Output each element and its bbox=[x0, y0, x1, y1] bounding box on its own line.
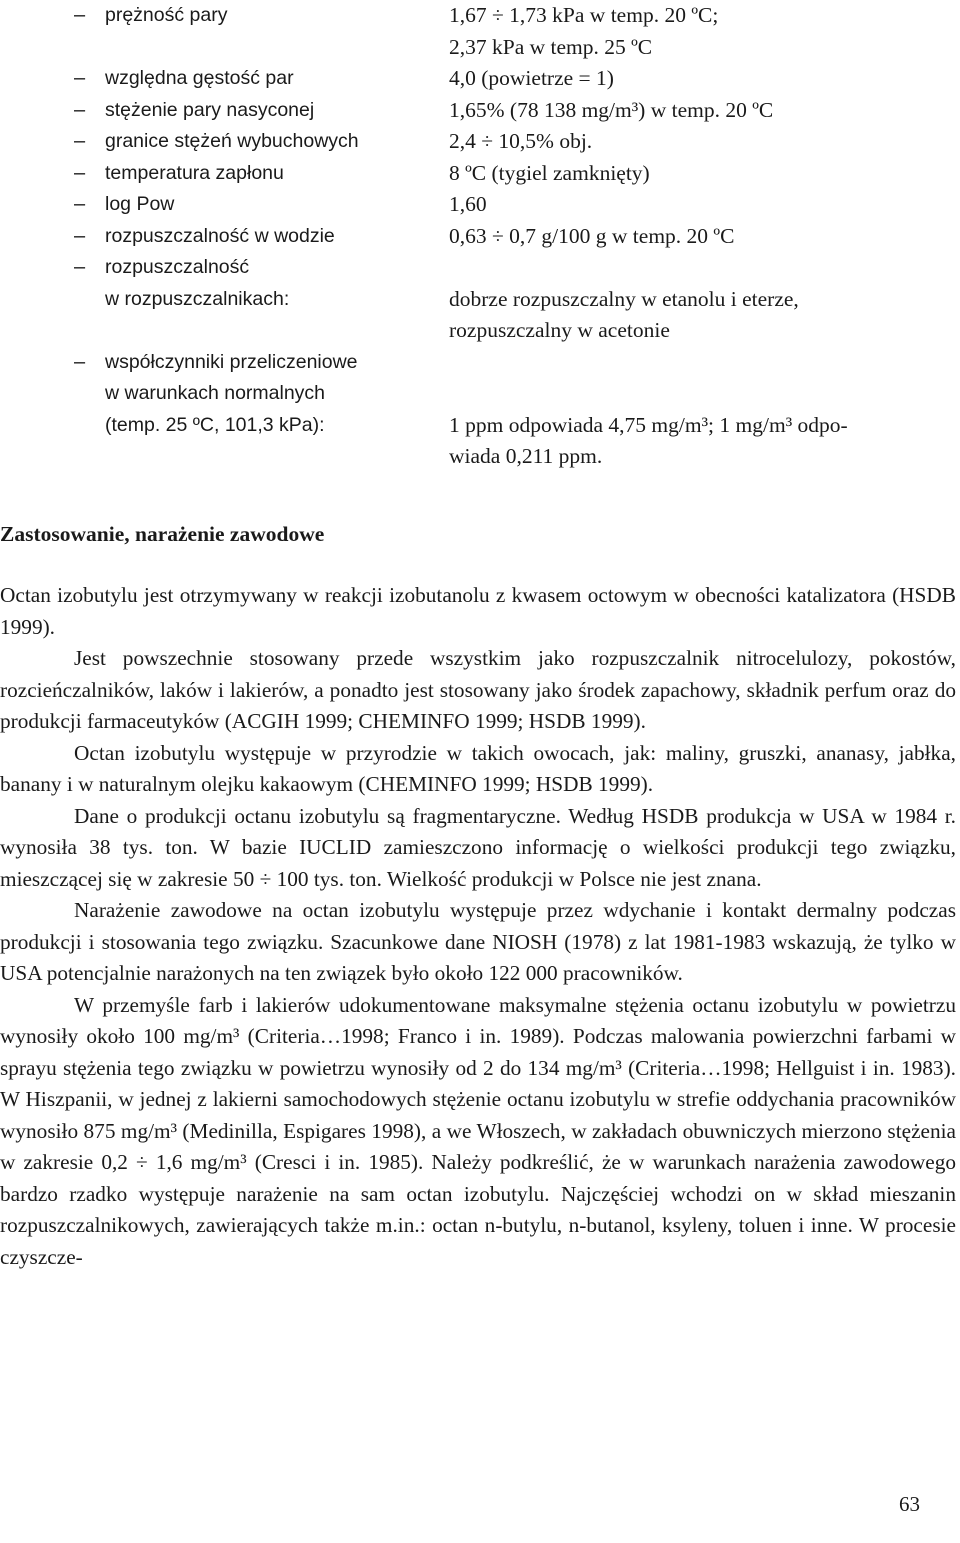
property-row bbox=[0, 189, 960, 221]
property-value-line: 1,60 bbox=[449, 192, 487, 216]
property-value bbox=[449, 221, 949, 253]
property-row bbox=[0, 126, 960, 158]
property-value-line: rozpuszczalny w acetonie bbox=[449, 318, 670, 342]
property-label-line: w warunkach normalnych bbox=[105, 382, 326, 404]
property-row bbox=[0, 347, 960, 473]
property-label-line: granice stężeń wybuchowych bbox=[105, 130, 359, 152]
property-label-line: prężność pary bbox=[105, 4, 228, 26]
property-value bbox=[449, 189, 949, 221]
property-label-line: współczynniki przeliczeniowe bbox=[105, 350, 358, 373]
property-label bbox=[105, 0, 445, 32]
property-label bbox=[105, 126, 445, 158]
list-dash: – bbox=[74, 350, 86, 373]
paragraph: Narażenie zawodowe na octan izobutylu występuje przez wdychanie i kontakt dermalny podczas produkcji i stosowania tego związku. Szacunkowe dane NIOSH (1978) z lat 1981-1983 wskazują, że tylko w USA potencjalnie narażonych na ten związek było około 122 000 pracowników. bbox=[0, 898, 956, 985]
property-value bbox=[449, 284, 949, 347]
list-dash: – bbox=[74, 67, 86, 89]
property-label bbox=[105, 63, 445, 95]
body-text bbox=[0, 580, 956, 1273]
property-row bbox=[0, 221, 960, 253]
property-value bbox=[449, 0, 949, 63]
property-label bbox=[105, 221, 445, 253]
property-label-line: w rozpuszczalnikach: bbox=[105, 287, 290, 310]
property-label bbox=[105, 347, 445, 442]
property-row bbox=[0, 0, 960, 63]
property-row bbox=[0, 95, 960, 127]
page-number: 63 bbox=[899, 1492, 920, 1516]
property-label-line: log Pow bbox=[105, 193, 175, 215]
property-row bbox=[0, 63, 960, 95]
property-value bbox=[449, 126, 949, 158]
property-row bbox=[0, 252, 960, 347]
property-label-line: temperatura zapłonu bbox=[105, 161, 284, 184]
section-title: Zastosowanie, narażenie zawodowe bbox=[0, 522, 325, 546]
list-dash: – bbox=[74, 256, 86, 278]
property-value-line: wiada 0,211 ppm. bbox=[449, 444, 603, 468]
property-value bbox=[449, 63, 949, 95]
paragraph: Dane o produkcji octanu izobutylu są fragmentaryczne. Według HSDB produkcja w USA w 1984 r. wynosiła 38 tys. ton. W bazie IUCLID zamieszczono informację o wielkości produkcji tego związku, mieszczącej się w zakresie 50 ÷ 100 tys. ton. Wielkość produkcji w Polsce nie jest znana. bbox=[0, 803, 956, 891]
paragraph: Jest powszechnie stosowany przede wszystkim jako rozpuszczalnik nitrocelulozy, pokostów, rozcieńczalników, laków i lakierów, a ponadto jest stosowany jako środek zapachowy, składnik perfum oraz do produkcji farmaceutyków (ACGIH 1999; CHEMINFO 1999; HSDB 1999). bbox=[0, 646, 956, 733]
property-label-line: rozpuszczalność bbox=[105, 256, 250, 278]
property-value-line: 1,67 ÷ 1,73 kPa w temp. 20 ºC; bbox=[449, 3, 719, 27]
property-row bbox=[0, 158, 960, 190]
property-value-line: 4,0 (powietrze = 1) bbox=[449, 66, 614, 90]
property-label bbox=[105, 252, 445, 315]
property-value bbox=[449, 158, 949, 190]
list-dash: – bbox=[74, 224, 86, 247]
property-value bbox=[449, 410, 949, 473]
list-dash: – bbox=[74, 130, 86, 152]
property-value-line: 8 ºC (tygiel zamknięty) bbox=[449, 160, 650, 185]
property-label bbox=[105, 95, 445, 127]
list-dash: – bbox=[74, 98, 86, 121]
property-value-line: 1 ppm odpowiada 4,75 mg/m³; 1 mg/m³ odpo- bbox=[449, 412, 848, 437]
property-label bbox=[105, 189, 445, 221]
list-dash: – bbox=[74, 4, 86, 26]
property-value-line: 2,4 ÷ 10,5% obj. bbox=[449, 129, 593, 153]
property-label bbox=[105, 158, 445, 190]
paragraph: W przemyśle farb i lakierów udokumentowane maksymalne stężenia octanu izobutylu w powietrzu wynosiły około 100 mg/m³ (Criteria…1998; Franco i in. 1989). Podczas malowania powierzchni farbami w sprayu stężenia tego związku w powietrzu wynosiły od 2 do 134 mg/m³ (Criteria…1998; Hellguist i in. 1983). W Hiszpanii, w jednej z lakierni samochodowych stężenie octanu izobutylu w strefie oddychania pracowników wynosiło 875 mg/m³ (Medinilla, Espigares 1998), a we Włoszech, w zakładach obuwniczych mierzono stężenia w zakresie 0,2 ÷ 1,6 mg/m³ (Cresci i in. 1985). Należy podkreślić, że w warunkach narażenia zawodowego bardzo rzadko występuje narażenie na sam octan izobutylu. Najczęściej wchodzi on w skład mieszanin rozpuszczalnikowych, zawierających także m.in.: octan n-butylu, n-butanol, ksyleny, toluen i inne. W procesie czyszcze- bbox=[0, 992, 956, 1269]
paragraph: Octan izobutylu występuje w przyrodzie w takich owocach, jak: maliny, gruszki, ananasy, jabłka, banany i w naturalnym olejku kakaowym (CHEMINFO 1999; HSDB 1999). bbox=[0, 740, 956, 796]
property-label-line: (temp. 25 ºC, 101,3 kPa): bbox=[105, 413, 325, 436]
property-value-line: 2,37 kPa w temp. 25 ºC bbox=[449, 34, 653, 59]
property-value-line: dobrze rozpuszczalny w etanolu i eterze, bbox=[449, 286, 799, 311]
property-value bbox=[449, 95, 949, 127]
paragraph: Octan izobutylu jest otrzymywany w reakcji izobutanolu z kwasem octowym w obecności katalizatora (HSDB 1999). bbox=[0, 583, 956, 639]
property-value-line: 1,65% (78 138 mg/m³) w temp. 20 ºC bbox=[449, 97, 774, 122]
list-dash: – bbox=[74, 193, 86, 215]
property-label-line: rozpuszczalność w wodzie bbox=[105, 224, 335, 247]
property-value-line: 0,63 ÷ 0,7 g/100 g w temp. 20 ºC bbox=[449, 223, 735, 248]
property-label-line: względna gęstość par bbox=[105, 67, 294, 89]
property-label-line: stężenie pary nasyconej bbox=[105, 98, 315, 121]
list-dash: – bbox=[74, 161, 86, 184]
